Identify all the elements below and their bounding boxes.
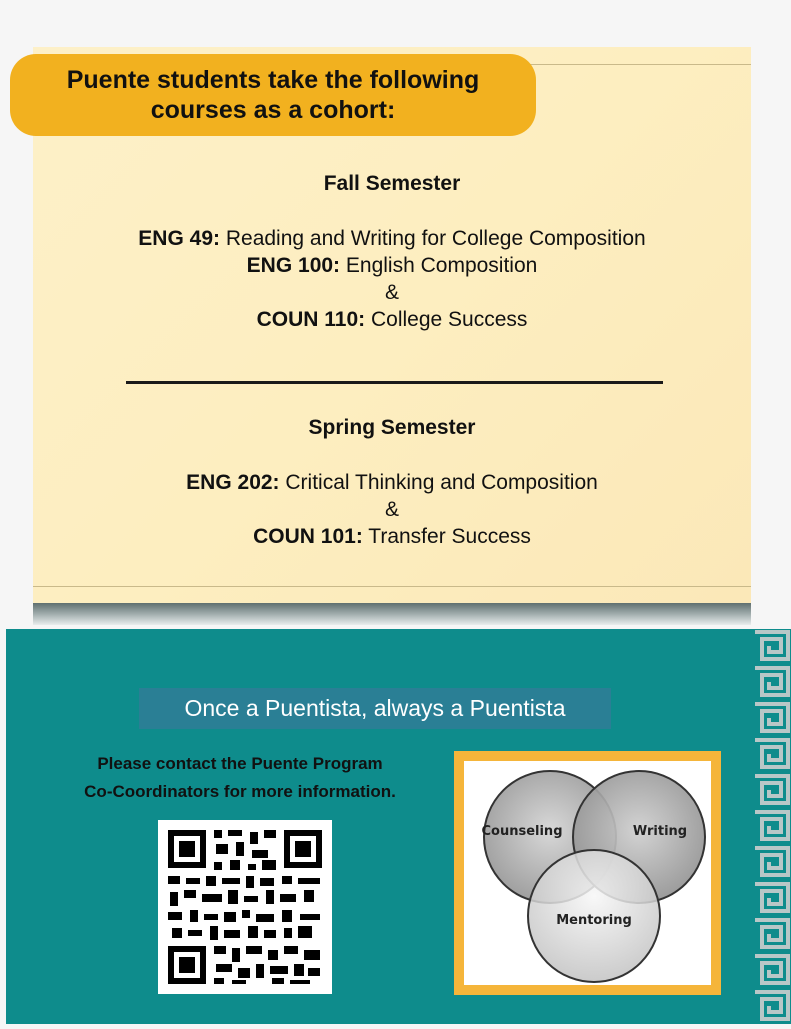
spring-semester-title: Spring Semester bbox=[308, 416, 476, 439]
course-code: ENG 202: bbox=[186, 471, 280, 494]
contact-line1: Please contact the Puente Program bbox=[97, 754, 383, 773]
spring-course-2 bbox=[33, 525, 751, 549]
puente-components-diagram bbox=[454, 751, 721, 995]
course-name: Reading and Writing for College Composition bbox=[225, 227, 646, 250]
course-code: COUN 101: bbox=[253, 525, 363, 548]
cohort-heading-line1: Puente students take the following bbox=[66, 66, 480, 94]
course-name: English Composition bbox=[345, 254, 538, 277]
panel-shadow bbox=[33, 603, 751, 625]
venn-label-mentoring: Mentoring bbox=[556, 913, 632, 928]
fall-course-1 bbox=[33, 227, 751, 251]
fall-course-2 bbox=[33, 254, 751, 278]
fall-ampersand: & bbox=[384, 281, 399, 304]
cohort-heading-line2: courses as a cohort: bbox=[150, 96, 396, 124]
puentista-tagline: Once a Puentista, always a Puentista bbox=[139, 688, 611, 729]
spring-ampersand: & bbox=[384, 498, 399, 521]
course-name: Transfer Success bbox=[368, 525, 531, 548]
semester-divider bbox=[126, 381, 663, 384]
course-code: COUN 110: bbox=[256, 308, 366, 331]
course-code: ENG 100: bbox=[246, 254, 341, 277]
venn-diagram bbox=[464, 761, 711, 985]
greek-key-border bbox=[752, 629, 791, 1024]
panel-bottom-rule bbox=[33, 586, 751, 587]
fall-semester-title: Fall Semester bbox=[323, 172, 461, 195]
fall-course-3 bbox=[33, 308, 751, 332]
qr-code-icon bbox=[158, 820, 332, 994]
course-name: Critical Thinking and Composition bbox=[285, 471, 598, 494]
spring-course-1 bbox=[33, 471, 751, 495]
contact-line2: Co-Coordinators for more information. bbox=[84, 782, 396, 801]
course-name: College Success bbox=[370, 308, 528, 331]
venn-label-writing: Writing bbox=[632, 824, 688, 839]
venn-diagram-svg bbox=[464, 761, 711, 985]
contact-message bbox=[30, 750, 450, 806]
qr-code[interactable] bbox=[158, 820, 332, 994]
cohort-heading bbox=[10, 54, 536, 136]
greek-key-pattern bbox=[752, 629, 791, 1024]
course-code: ENG 49: bbox=[138, 227, 220, 250]
venn-label-counseling: Counseling bbox=[481, 824, 563, 839]
